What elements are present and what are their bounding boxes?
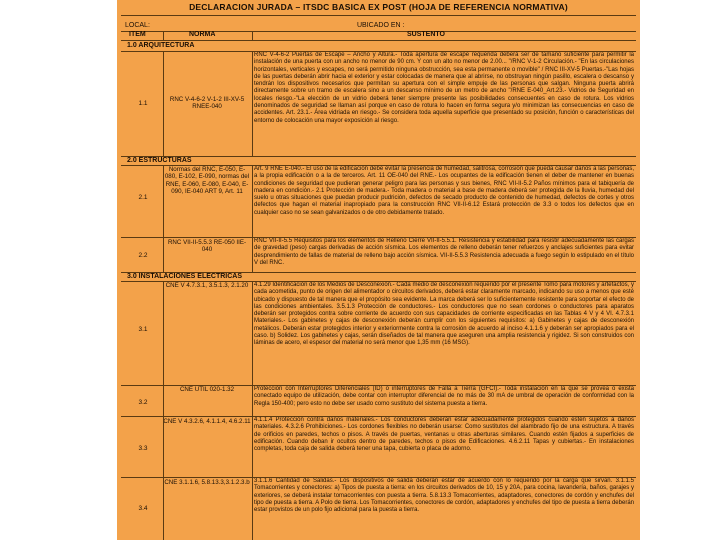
- ubicado-label: UBICADO EN :: [357, 22, 405, 29]
- row-item: 3.4: [138, 505, 148, 512]
- section-estructuras: 2.0 ESTRUCTURAS: [127, 157, 192, 164]
- row-item: 2.1: [138, 194, 148, 201]
- divider: [163, 51, 164, 156]
- divider: [252, 165, 253, 272]
- section-arquitectura: 1.0 ARQUITECTURA: [127, 42, 195, 49]
- header-item: ITEM: [129, 31, 146, 38]
- row-norma: CNE V 4.7.3.1, 3.5.1.3, 2.1.20: [165, 282, 249, 289]
- row-item: 3.2: [138, 399, 148, 406]
- divider: [252, 31, 253, 40]
- header-norma: NORMA: [189, 31, 216, 38]
- row-sustento: RNC V-4-6-2 Puertas de Escape – Ancho y Altura.- Toda apertura de escape requerida deberá ser de tamaño suficiente para permitir la instalación de una puerta con un ancho no menor de 90 cm. Y con un alto no menor de 2.00... "/RNC V-1-2 Circulación.- "En las circulaciones horizontales, verticales y escapes, no será permitido ninguna obstrucción, sea esta permanente o movible" / RNC III-XV-5 Puertas.-"Las hojas de las puertas deberán abrir hacia el exterior y estar colocadas de manera que al abrirse, no obstruyan ningún pasillo, escalera o descanso y tendrán los dispositivos necesarios que permitan su apertura con el simple empuje de las personas que salgan. Ninguna puerta abrirá directamente sobre un tramo de escalera sino a un descanso mínimo de un metro de ancho "/RNE E-040_Art.23.- Vidrios de Seguridad en locales riesgo.-"La elección de un vidrio deberá tener siempre presente las posibilidades consecuentes en caso de rotura. Los vidrios denominados de seguridad se llaman así porque en caso de rotura lo hacen en forma segura y/o minimizan las consecuencias en caso de accidentes. Art. 23.1.- Área vidriada en riesgo.- Se considera toda aquella superficie que presentado su posición, función o características del entorno de colocación una mayor exposición al riesgo.: [254, 52, 634, 124]
- row-sustento: 4.1.1.4 Protección contra daños materiales.- Los conductores deberán estar adecuadamente protegidos cuando estén sujetos a daños materiales. 4.3.2.6 Prohibiciones.- Los cordones flexibles no deberán usarse: Como sustitutos del alambrado fijo de una estructura. A través de orificios en paredes, techos o pisos. A través de puertas, ventanas u otras aberturas similares. Cuando estén fijados a superficies de edificación. Cuando deban ir ocultos dentro de paredes, techos o pisos de Edificaciones. 4.6.2.11 Tapas y cubiertas.- En instalaciones completas, toda caja de salida deberá tener una tapa, cubierta o placa de adorno.: [254, 417, 634, 453]
- divider: [121, 156, 636, 157]
- row-sustento: Protección con Interruptores Diferenciales (ID) o interruptores de Falla a Tierra (GFCI).- Toda instalación en la que se provea o exista conectado equipo de utilización, debe contar con interruptor diferencial de no más de 30 mA de umbral de operación de conformidad con la Regla 150-400; pero esto no debe ser usado como sustituto del sistema puesta a tierra.: [254, 386, 634, 407]
- row-item: 3.3: [138, 445, 148, 452]
- header-sustento: SUSTENTO: [407, 31, 445, 38]
- divider: [163, 165, 164, 272]
- row-sustento: Art. 9 RNE E-040.- El uso de la edificación debe evitar la presencia de humedad, salitrosa, corrosión que pueda causar daños a las personas, a la propia edificación o a la de terceros. Art. 11 OE-040 del RNE.- Los ocupantes de la edificación tienen el deber de mantener en buenas condiciones de seguridad que pudieran generar peligro para las personas y sus bienes, RNC VII-II-5.2 Paños mínimos para el tabiquería de madera en condición.- 2.1 Protección de madera.- Toda madera o material a base de madera deberá ser protegida de la lluvia, humedad del suelo u otras situaciones que puedan producir pudrición, defectos de secado producto de contenido de humedad, defectos de cortes y otros defectos que hagan el material inapropiado para la construcción RNC VII-II-6.12 Estará protección de 3.3 o todos los defectos que en cualquier caso no se sean galvanizados o de otro debidamente tratado.: [254, 166, 634, 216]
- section-instalaciones: 3.0 INSTALACIONES ELECTRICAS: [127, 273, 242, 280]
- local-label: LOCAL:: [125, 22, 150, 29]
- row-norma: CNE V 4.3.2.6, 4.1.1.4, 4.6.2.11: [163, 418, 251, 425]
- row-item: 2.2: [138, 252, 148, 259]
- row-sustento: 3.1.1.6 Cantidad de Salidas.- Los dispositivos de salida deberán estar de acuerdo con lo requerido por la carga que sirvan. 3.1.1.5 Tomacorrientes y conectores: a) Tipos de puesta a tierra: en los circuitos derivados de 10, 15 y 20A, para cocina, lavandería, baños, garajes y exteriores, se deberá instalar tomacorrientes con puesta a tierra. 5.8.13.3 Tomacorrientes, adaptadores, conectores de cordón y enchufes del tipo de puesta a tierra. A Polo de tierra. Los Tomacorrientes, conectores de cordón, adaptadores y enchufes del tipo de puesta a tierra deberán estar provistos de un polo fijo adicional para la puesta a tierra.: [254, 478, 634, 514]
- row-norma: RNC V-4-6-2 V-1-2 III-XV-5 RNEE-040: [169, 96, 245, 111]
- row-norma: CNE 3.1.1.6, 5.8.13.3,3.1.2.3.b: [164, 479, 250, 486]
- row-norma: RNC VII-II-5.5.3 RE-050 IIE-040: [167, 239, 247, 254]
- divider: [252, 281, 253, 540]
- row-sustento: 4.1.29 Identificación de los Medios de Desconexión.- Cada medio de desconexión requerido por el presente Tomo para motores y artefactos, y cada acometida, punto de origen del alimentador o circuitos derivados, deberá estar claramente marcado, indicando su uso a menos que esté ubicado y dispuesto de tal manera que el propósito sea evidente. La marca deberá ser lo suficientemente resistente para soportar el efecto de las condiciones ambientales. 3.5.1.3 Protección de conductores.- Los conductores que no sean cordones o conductores para aparatos deberán ser protegidos contra sobre corriente de acuerdo con sus capacidades de corriente especificadas en las Tablas 4 V y 4 VI. 4.7.3.1 Materiales.- Los gabinetes y cajas de desconexión deberán cumplir con los siguientes requisitos: a) Gabinetes y cajas de desconexión metálicos. Deberán estar protegidos interior y exteriormente contra la corrosión de acuerdo al inciso 4.1.1.6 y deberán ser apropiados para el caso. b) Solidez. Los gabinetes y cajas, serán diseñados de tal manera que aseguren una amplia resistencia y rigidez. Si son construidos con láminas de acero, el espesor del material no será menor que 1,35 mm (16 MSG).: [254, 282, 634, 347]
- divider: [163, 281, 164, 540]
- row-norma: CNE UTIL 020-1.32: [179, 386, 235, 393]
- row-sustento: RNC VII-II-5.5 Requisitos para los elementos de Relleno Cierre VII-II-5.5.1. Resistencia y estabilidad para resistir adecuadamente las cargas de gravedad (peso) cargas derivadas de acción sísmica. Los elementos de relleno deberán tener refuerzos y anclajes suficientes para evitar desprendimiento de fallas de material de relleno bajo acción sísmica. VII-II-5.5.3 Resistencia adecuada a fuego según lo estipulado en el título V del RNC.: [254, 238, 634, 266]
- document-title: DECLARACION JURADA – ITSDC BASICA EX POST (HOJA DE REFERENCIA NORMATIVA): [189, 2, 568, 12]
- divider: [121, 15, 636, 16]
- divider: [252, 51, 253, 156]
- row-item: 3.1: [138, 326, 148, 333]
- row-norma: Normas del RNC, E-050, E-080, E-102, E-090, normas del RNE, E-060, E-080, E-040, E-090, IE-040 ART 9, Art. 11: [164, 166, 250, 196]
- row-item: 1.1: [138, 100, 148, 107]
- divider: [121, 40, 636, 41]
- document-sheet: [117, 0, 640, 540]
- divider: [163, 31, 164, 40]
